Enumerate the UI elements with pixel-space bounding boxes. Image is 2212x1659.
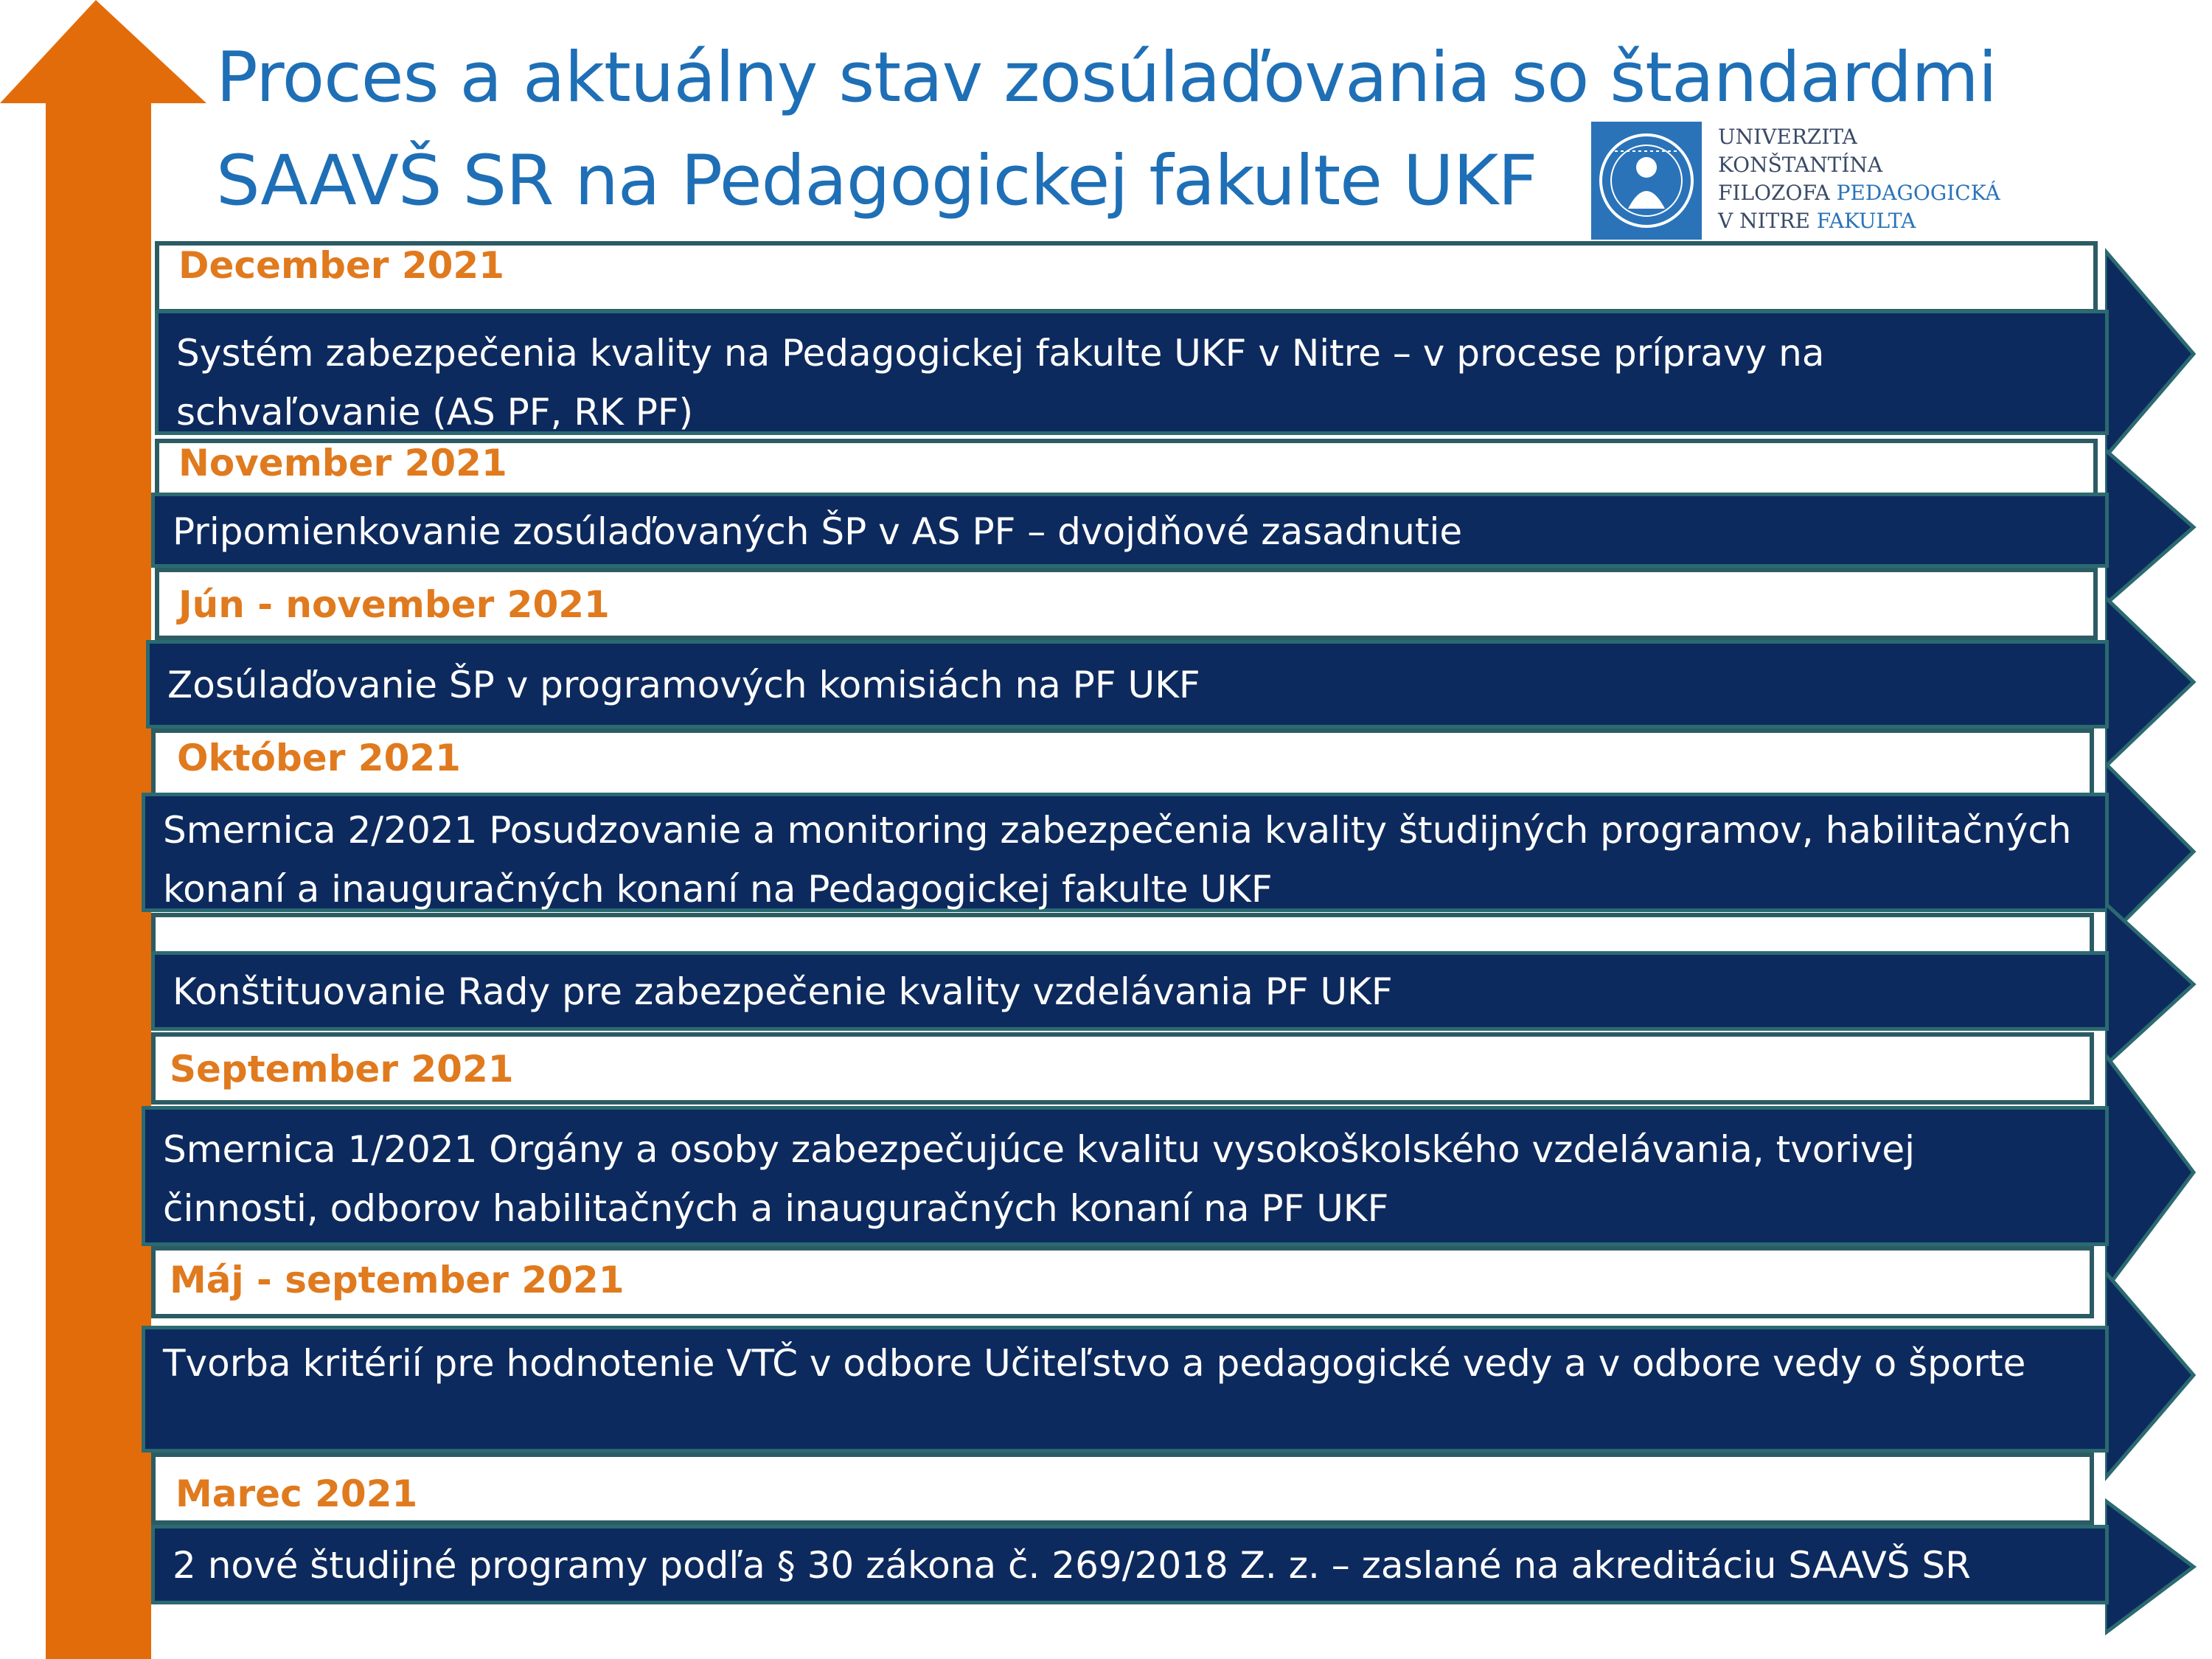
timeline-entry <box>151 1525 2109 1604</box>
timeline-entry <box>151 951 2109 1031</box>
timeline-arrowhead <box>2105 243 2197 465</box>
timeline-entry <box>142 793 2109 912</box>
timeline-entry-text: Systém zabezpečenia kvality na Pedagogickej fakulte UKF v Nitre – v procese prípravy na schvaľovanie (AS PF, RK PF) <box>176 332 1825 434</box>
timeline-date: December 2021 <box>178 244 504 287</box>
timeline-arrowhead <box>2105 590 2197 774</box>
timeline-entry <box>142 1326 2109 1453</box>
university-logo <box>1591 122 2041 240</box>
timeline-band <box>151 1453 2094 1525</box>
timeline-entry-text: Smernica 2/2021 Posudzovanie a monitoring zabezpečenia kvality študijných programov, habilitačných konaní a inauguračných konaní na Pedagogickej fakulte UKF <box>163 809 2072 911</box>
timeline-date: Október 2021 <box>177 737 461 779</box>
timeline-date: Marec 2021 <box>175 1472 418 1515</box>
logo-word: V NITRE <box>1718 209 1810 233</box>
timeline-entry-text: Zosúlaďovanie ŠP v programových komisiách na PF UKF <box>167 664 1200 706</box>
timeline-arrowhead <box>2105 442 2197 612</box>
faculty-label: FAKULTA <box>1816 209 1916 233</box>
page-title-line-1: Proces a aktuálny stav zosúlaďovania so štandardmi <box>216 38 1997 118</box>
timeline-entry-text: Pripomienkovanie zosúlaďovaných ŠP v AS PF – dvojdňové zasadnutie <box>173 510 1463 553</box>
logo-word: UNIVERZITA <box>1718 125 1857 149</box>
university-name <box>1718 123 2000 235</box>
faculty-name: PEDAGOGICKÁ <box>1836 181 2000 205</box>
timeline-date: September 2021 <box>170 1048 514 1091</box>
timeline-arrowhead <box>2105 1493 2197 1641</box>
timeline-arrowhead <box>2105 1047 2197 1298</box>
logo-word: KONŠTANTÍNA <box>1718 153 1883 177</box>
university-seal-icon <box>1591 122 1702 240</box>
timeline-entry <box>155 310 2109 435</box>
timeline-entry-text: Tvorba kritérií pre hodnotenie VTČ v odbore Učiteľstvo a pedagogické vedy a v odbore vedy o športe <box>163 1342 2026 1385</box>
timeline-date: Jún - november 2021 <box>178 583 610 626</box>
timeline-arrowhead <box>2105 1265 2197 1486</box>
logo-word: FILOZOFA <box>1718 181 1830 205</box>
timeline-entry <box>142 1106 2109 1246</box>
timeline-arrowhead <box>2105 896 2197 1073</box>
timeline-date: Máj - september 2021 <box>170 1259 625 1301</box>
timeline-entry-text: Smernica 1/2021 Orgány a osoby zabezpečujúce kvalitu vysokoškolského vzdelávania, tvorivej činnosti, odborov habilitačných a inauguračných konaní na PF UKF <box>163 1128 1916 1230</box>
timeline-entry-text: 2 nové študijné programy podľa § 30 zákona č. 269/2018 Z. z. – zaslané na akreditáciu SAAVŠ SR <box>173 1544 1971 1587</box>
page-title-line-2: SAAVŠ SR na Pedagogickej fakulte UKF <box>216 141 1537 221</box>
timeline-entry-text: Konštituovanie Rady pre zabezpečenie kvality vzdelávania PF UKF <box>173 970 1393 1013</box>
timeline-date: November 2021 <box>178 442 507 484</box>
timeline-entry <box>151 493 2109 568</box>
timeline-entry <box>146 640 2109 728</box>
